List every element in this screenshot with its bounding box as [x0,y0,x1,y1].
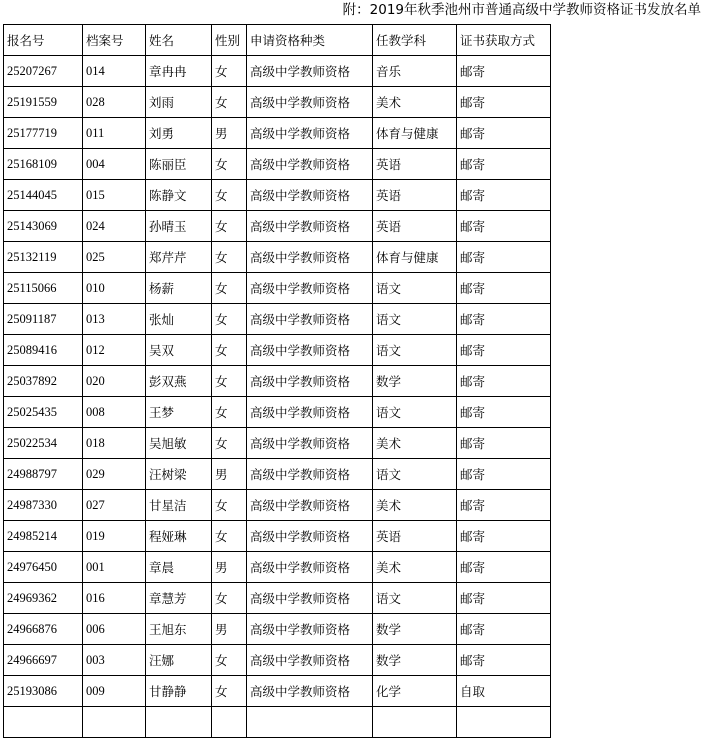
registration-no-cell: 24988797 [4,459,83,490]
registration-no-cell: 25091187 [4,304,83,335]
table-row [4,428,551,459]
header-row [4,25,551,56]
file-no-cell: 010 [83,273,146,304]
name-cell: 彭双燕 [146,366,212,397]
name-cell: 王旭东 [146,614,212,645]
subject-cell: 数学 [373,614,457,645]
gender-cell: 女 [212,676,247,707]
collection-method-cell: 自取 [457,676,551,707]
name-cell: 陈静文 [146,180,212,211]
qualification-type-cell: 高级中学教师资格 [247,56,373,87]
gender-cell: 男 [212,614,247,645]
name-cell: 章晨 [146,552,212,583]
table-row [4,180,551,211]
table-row [4,56,551,87]
gender-cell: 女 [212,211,247,242]
file-no-cell [83,707,146,738]
file-no-cell: 020 [83,366,146,397]
subject-cell: 语文 [373,304,457,335]
registration-no-cell: 25022534 [4,428,83,459]
gender-cell: 女 [212,273,247,304]
qualification-type-cell: 高级中学教师资格 [247,583,373,614]
collection-method-cell: 邮寄 [457,304,551,335]
collection-method-cell: 邮寄 [457,180,551,211]
gender-cell: 女 [212,428,247,459]
subject-cell: 语文 [373,397,457,428]
registration-no-cell: 25143069 [4,211,83,242]
name-cell: 甘静静 [146,676,212,707]
collection-method-cell: 邮寄 [457,459,551,490]
col-header-file-no: 档案号 [83,25,146,56]
collection-method-cell: 邮寄 [457,428,551,459]
qualification-type-cell: 高级中学教师资格 [247,304,373,335]
subject-cell: 英语 [373,521,457,552]
subject-cell: 英语 [373,180,457,211]
registration-no-cell: 25025435 [4,397,83,428]
name-cell: 张灿 [146,304,212,335]
gender-cell: 男 [212,552,247,583]
table-row [4,397,551,428]
gender-cell: 女 [212,645,247,676]
registration-no-cell: 25207267 [4,56,83,87]
file-no-cell: 015 [83,180,146,211]
qualification-type-cell: 高级中学教师资格 [247,242,373,273]
name-cell: 郑芹芹 [146,242,212,273]
subject-cell: 英语 [373,211,457,242]
qualification-type-cell: 高级中学教师资格 [247,459,373,490]
registration-no-cell: 25115066 [4,273,83,304]
qualification-type-cell: 高级中学教师资格 [247,490,373,521]
file-no-cell: 006 [83,614,146,645]
col-header-registration-no: 报名号 [4,25,83,56]
collection-method-cell: 邮寄 [457,614,551,645]
subject-cell: 英语 [373,149,457,180]
subject-cell: 化学 [373,676,457,707]
name-cell: 程娅琳 [146,521,212,552]
file-no-cell: 001 [83,552,146,583]
col-header-subject: 任教学科 [373,25,457,56]
table-row [4,304,551,335]
registration-no-cell: 25168109 [4,149,83,180]
collection-method-cell: 邮寄 [457,521,551,552]
collection-method-cell: 邮寄 [457,645,551,676]
roster-body [4,56,551,738]
qualification-type-cell: 高级中学教师资格 [247,335,373,366]
gender-cell: 女 [212,583,247,614]
name-cell: 汪娜 [146,645,212,676]
qualification-type-cell: 高级中学教师资格 [247,645,373,676]
collection-method-cell: 邮寄 [457,87,551,118]
collection-method-cell: 邮寄 [457,118,551,149]
gender-cell: 女 [212,335,247,366]
subject-cell [373,707,457,738]
table-row [4,490,551,521]
table-row [4,645,551,676]
file-no-cell: 016 [83,583,146,614]
file-no-cell: 011 [83,118,146,149]
collection-method-cell: 邮寄 [457,335,551,366]
collection-method-cell: 邮寄 [457,552,551,583]
collection-method-cell: 邮寄 [457,242,551,273]
col-header-gender: 性别 [212,25,247,56]
name-cell: 孙晴玉 [146,211,212,242]
name-cell: 陈丽臣 [146,149,212,180]
registration-no-cell: 24985214 [4,521,83,552]
file-no-cell: 013 [83,304,146,335]
qualification-type-cell [247,707,373,738]
file-no-cell: 027 [83,490,146,521]
registration-no-cell: 25037892 [4,366,83,397]
collection-method-cell: 邮寄 [457,490,551,521]
subject-cell: 数学 [373,645,457,676]
registration-no-cell [4,707,83,738]
qualification-type-cell: 高级中学教师资格 [247,87,373,118]
name-cell: 吴双 [146,335,212,366]
qualification-type-cell: 高级中学教师资格 [247,118,373,149]
table-row [4,211,551,242]
table-row [4,552,551,583]
qualification-type-cell: 高级中学教师资格 [247,211,373,242]
name-cell: 王梦 [146,397,212,428]
qualification-type-cell: 高级中学教师资格 [247,676,373,707]
file-no-cell: 028 [83,87,146,118]
qualification-type-cell: 高级中学教师资格 [247,366,373,397]
file-no-cell: 018 [83,428,146,459]
name-cell: 章冉冉 [146,56,212,87]
registration-no-cell: 24976450 [4,552,83,583]
name-cell: 甘星洁 [146,490,212,521]
qualification-type-cell: 高级中学教师资格 [247,428,373,459]
file-no-cell: 004 [83,149,146,180]
registration-no-cell: 25191559 [4,87,83,118]
subject-cell: 语文 [373,459,457,490]
qualification-type-cell: 高级中学教师资格 [247,614,373,645]
registration-no-cell: 24969362 [4,583,83,614]
table-row [4,118,551,149]
subject-cell: 美术 [373,490,457,521]
subject-cell: 音乐 [373,56,457,87]
collection-method-cell [457,707,551,738]
name-cell: 刘勇 [146,118,212,149]
gender-cell: 女 [212,56,247,87]
table-row [4,459,551,490]
gender-cell [212,707,247,738]
qualification-type-cell: 高级中学教师资格 [247,397,373,428]
name-cell: 杨薪 [146,273,212,304]
file-no-cell: 009 [83,676,146,707]
qualification-type-cell: 高级中学教师资格 [247,273,373,304]
registration-no-cell: 24987330 [4,490,83,521]
name-cell: 章慧芳 [146,583,212,614]
table-row [4,242,551,273]
registration-no-cell: 24966876 [4,614,83,645]
table-row [4,676,551,707]
registration-no-cell: 25177719 [4,118,83,149]
file-no-cell: 008 [83,397,146,428]
registration-no-cell: 25193086 [4,676,83,707]
col-header-collection-method: 证书获取方式 [457,25,551,56]
file-no-cell: 025 [83,242,146,273]
table-row [4,521,551,552]
subject-cell: 语文 [373,273,457,304]
file-no-cell: 014 [83,56,146,87]
collection-method-cell: 邮寄 [457,211,551,242]
collection-method-cell: 邮寄 [457,149,551,180]
gender-cell: 男 [212,459,247,490]
collection-method-cell: 邮寄 [457,366,551,397]
collection-method-cell: 邮寄 [457,56,551,87]
gender-cell: 女 [212,397,247,428]
gender-cell: 女 [212,87,247,118]
qualification-type-cell: 高级中学教师资格 [247,149,373,180]
certificate-roster-table [3,24,551,738]
subject-cell: 体育与健康 [373,242,457,273]
table-row [4,335,551,366]
file-no-cell: 019 [83,521,146,552]
gender-cell: 女 [212,304,247,335]
file-no-cell: 012 [83,335,146,366]
table-row [4,149,551,180]
table-row [4,583,551,614]
file-no-cell: 003 [83,645,146,676]
gender-cell: 女 [212,149,247,180]
qualification-type-cell: 高级中学教师资格 [247,552,373,583]
table-row [4,614,551,645]
subject-cell: 数学 [373,366,457,397]
gender-cell: 男 [212,118,247,149]
name-cell [146,707,212,738]
name-cell: 刘雨 [146,87,212,118]
subject-cell: 体育与健康 [373,118,457,149]
name-cell: 吴旭敏 [146,428,212,459]
gender-cell: 女 [212,180,247,211]
table-row [4,707,551,738]
gender-cell: 女 [212,242,247,273]
file-no-cell: 029 [83,459,146,490]
collection-method-cell: 邮寄 [457,583,551,614]
gender-cell: 女 [212,366,247,397]
subject-cell: 语文 [373,583,457,614]
registration-no-cell: 25089416 [4,335,83,366]
document-title: 附：2019年秋季池州市普通高级中学教师资格证书发放名单 [342,2,701,18]
file-no-cell: 024 [83,211,146,242]
table-row [4,87,551,118]
table-row [4,273,551,304]
qualification-type-cell: 高级中学教师资格 [247,180,373,211]
registration-no-cell: 24966697 [4,645,83,676]
col-header-name: 姓名 [146,25,212,56]
registration-no-cell: 25132119 [4,242,83,273]
subject-cell: 美术 [373,87,457,118]
col-header-qualification-type: 申请资格种类 [247,25,373,56]
subject-cell: 语文 [373,335,457,366]
subject-cell: 美术 [373,552,457,583]
collection-method-cell: 邮寄 [457,273,551,304]
qualification-type-cell: 高级中学教师资格 [247,521,373,552]
gender-cell: 女 [212,490,247,521]
subject-cell: 美术 [373,428,457,459]
registration-no-cell: 25144045 [4,180,83,211]
table-row [4,366,551,397]
name-cell: 汪树梁 [146,459,212,490]
gender-cell: 女 [212,521,247,552]
collection-method-cell: 邮寄 [457,397,551,428]
